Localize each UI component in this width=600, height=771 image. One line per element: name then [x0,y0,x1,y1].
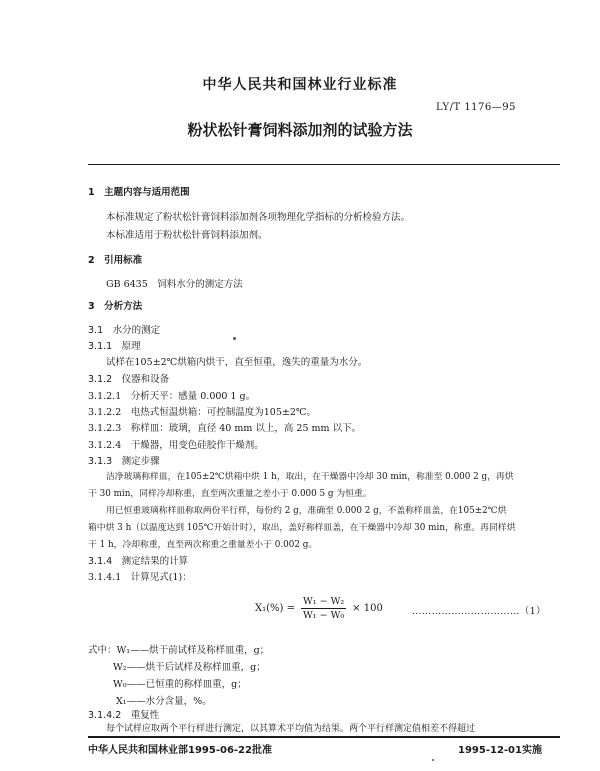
formula-denominator: W₁ − W₀ [303,610,345,621]
formula-numerator: W₁ − W₂ [303,596,345,607]
clause-3-1-4: 3.1.4 测定结果的计算 [88,556,189,567]
section-3-heading: 3 分析方法 [88,301,143,312]
section-1-heading: 1 主题内容与适用范围 [88,187,190,198]
definition-text: ——已恒重的称样皿重，g； [126,679,247,690]
clause-3-1-4-1: 3.1.4.1 计算见式(1)： [88,572,192,583]
definition-text: ——水分含量，%。 [126,696,212,707]
procedure-line: 用已恒重玻璃称样皿称取两份平行样，每份约 2 g，准确至 0.000 2 g，不盖称样皿盖，在105±2℃烘 [106,506,507,516]
definition-symbol: 式中：W₁ [88,645,131,656]
section-1-paragraph-1: 本标准规定了粉状松针膏饲料添加剂各项物理化学指标的分析检验方法。 [106,212,411,223]
definition-text: ——烘干后试样及称样皿重，g； [126,662,266,673]
definition-row [88,642,269,656]
procedure-line: 干 1 h，冷却称重，直至两次称重之重量差小于 0.002 g。 [88,540,318,550]
scan-speck [432,759,434,761]
clause-3-1-1-body: 试样在105±2℃烘箱内烘干，直至恒重，逸失的重量为水分。 [106,357,368,368]
clause-3-1-4-2-body: 每个试样应取两个平行样进行测定，以其算术平均值为结果。两个平行样测定值相差不得超过 [106,724,476,734]
footer-rule [88,736,560,738]
formula-fraction [301,596,346,621]
section-1-paragraph-2: 本标准适用于粉状松针膏饲料添加剂。 [106,230,268,241]
effective-date: 1995-12-01实施 [458,745,542,756]
header-rule [88,164,560,165]
formula-lhs: X₁(%) = [255,603,295,614]
definition-symbol: W₀ [113,679,127,690]
formula-tail: × 100 [352,603,383,614]
clause-3-1-2-2: 3.1.2.2 电热式恒温烘箱：可控制温度为105±2℃。 [88,407,317,418]
equation-number: ……………………………（1） [412,606,546,617]
definition-row [113,659,266,673]
section-2-reference: GB 6435 饲料水分的测定方法 [106,279,243,290]
clause-3-1-2-3: 3.1.2.3 称样皿：玻璃，直径 40 mm 以上，高 25 mm 以下。 [88,423,362,434]
definition-symbol: X₁ [116,696,127,707]
moisture-formula [255,596,383,621]
clause-3-1-2-4: 3.1.2.4 干燥器，用变色硅胶作干燥剂。 [88,440,264,451]
procedure-line: 箱中烘 3 h（以温度达到 105℃开始计时），取出，盖好称样皿盖，在干燥器中冷却 30 min，称重。再同样烘 [88,523,516,533]
clause-3-1-1: 3.1.1 原理 [88,341,141,352]
clause-3-1: 3.1 水分的测定 [88,325,161,336]
clause-3-1-2: 3.1.2 仪器和设备 [88,374,170,385]
standard-code: LY/T 1176—95 [436,102,516,113]
definition-row [116,693,212,707]
document-title: 粉状松针膏饲料添加剂的试验方法 [187,121,413,139]
clause-3-1-2-1: 3.1.2.1 分析天平：感量 0.000 1 g。 [88,391,256,402]
definition-row [113,676,247,690]
definition-symbol: W₂ [113,662,127,673]
procedure-line: 干 30 min，同样冷却称重，直至两次重量之差小于 0.000 5 g 为恒重。 [88,489,372,499]
clause-3-1-4-2: 3.1.4.2 重复性 [88,710,160,721]
scan-speck [233,337,236,340]
issuer-title: 中华人民共和国林业行业标准 [202,77,398,93]
procedure-line: 洁净玻璃称样皿，在105±2℃烘箱中烘 1 h，取出，在干燥器中冷却 30 min，称准至 0.000 2 g，再烘 [106,472,514,482]
clause-3-1-3: 3.1.3 测定步骤 [88,456,160,467]
section-2-heading: 2 引用标准 [88,255,143,266]
approval-line: 中华人民共和国林业部1995-06-22批准 [88,745,272,756]
definition-text: ——烘干前试样及称样皿重，g； [130,645,270,656]
